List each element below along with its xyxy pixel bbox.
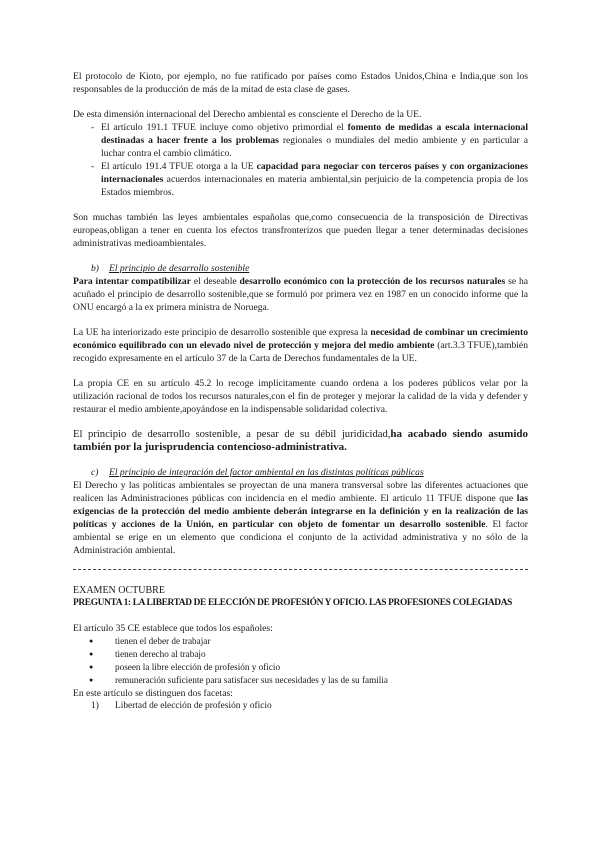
paragraph-ce-article: La propia CE en su artículo 45.2 lo recoge implícitamente cuando ordena a los poderes públicos velar por la utilización racional de todos los recursos naturales,con el fin de proteger y mejorar la calidad de la vida y defender y restaurar el medio ambiente,apoyándose en la indispensable solidaridad colectiva. (73, 378, 528, 415)
list-item: ● remuneración suficiente para satisfacer sus necesidades y las de su familia (73, 674, 528, 687)
list-item: - El artículo 191.1 TFUE incluye como objetivo primordial el fomento de medidas a escala internacional destinadas a hacer frente a los problemas regionales o mundiales del medio ambiente y en particular a luchar contra el cambio climático. (73, 121, 528, 160)
paragraph-article-35: El artículo 35 CE establece que todos los españoles: (73, 623, 273, 634)
paragraph-spanish-laws: Son muchas también las leyes ambientales españolas que,como consecuencia de la transposición de Directivas europeas,obligan a tener en cuenta los efectos transfronterizos que pueden llegar a tener determinadas decisiones administrativas medioambientales. (73, 212, 528, 249)
section-heading-c: c) El principio de integración del factor ambiental en las distintas políticas públicas (91, 467, 424, 478)
question-heading: PREGUNTA 1: LA LIBERTAD DE ELECCIÓN DE PROFESIÓN Y OFICIO. LAS PROFESIONES COLEGIADAS (73, 598, 513, 608)
list-item: ● tienen el deber de trabajar (73, 635, 528, 648)
list-item: 1) Libertad de elección de profesión y oficio (91, 701, 272, 711)
paragraph-jurisprudence: El principio de desarrollo sostenible, a pesar de su débil juridicidad,ha acabado siendo asumido también por la jurisprudencia contencioso-administrativa. (73, 428, 528, 453)
list-item: ● tienen derecho al trabajo (73, 648, 528, 661)
numbered-list-facets (73, 700, 528, 713)
document-page (73, 70, 528, 713)
paragraph-sustainable-development: Para intentar compatibilizar el deseable desarrollo económico con la protección de los recursos naturales se ha acuñado el principio de desarrollo sostenible,que se formuló por primera vez en 1987 en un conocido informe que la ONU encargó a la ex primera ministra de Noruega. (73, 276, 529, 313)
exam-heading: EXAMEN OCTUBRE (73, 585, 165, 596)
paragraph-eu-principle: La UE ha interiorizado este principio de desarrollo sostenible que expresa la necesidad de combinar un crecimiento económico equilibrado con un elevado nivel de protección y mejora del medio ambiente (art.3.3 TFUE),también recogido expresamente en el artículo 37 de la Carta de Derechos fundamentales de la UE. (73, 327, 528, 364)
list-item: - El artículo 191.4 TFUE otorga a la UE capacidad para negociar con terceros países y con organizaciones internacionales acuerdos internacionales en materia ambiental,sin perjuicio de la competencia propia de los Estados miembros. (73, 160, 528, 199)
section-heading-b: b) El principio de desarrollo sostenible (91, 263, 250, 274)
paragraph-kioto: El protocolo de Kioto, por ejemplo, no fue ratificado por países como Estados Unidos,China e India,que son los responsables de la producción de más de la mitad de esta clase de gases. (73, 71, 528, 95)
paragraph-integration: El Derecho y las políticas ambientales se proyectan de una manera transversal sobre las diferentes actuaciones que realicen las Administraciones públicas con incidencia en el medio ambiente. El artículo 11 TFUE dispone que las exigencias de la protección del medio ambiente deberán integrarse en la definición y en la realización de las políticas y acciones de la Unión, en particular con objeto de fomentar un desarrollo sostenible. El factor ambiental se erige en un elemento que condiciona el conjunto de la actividad administrativa y no sólo de la Administración ambiental. (73, 480, 528, 556)
dashed-divider (73, 569, 528, 570)
paragraph-facets: En este artículo se distinguen dos facetas: (73, 688, 233, 699)
list-item: ● poseen la libre elección de profesión y oficio (73, 661, 528, 674)
dash-list-tfue (73, 121, 528, 199)
bullet-list-rights (73, 635, 528, 687)
paragraph-eu-dimension: De esta dimensión internacional del Derecho ambiental es consciente el Derecho de la UE. (73, 109, 422, 120)
